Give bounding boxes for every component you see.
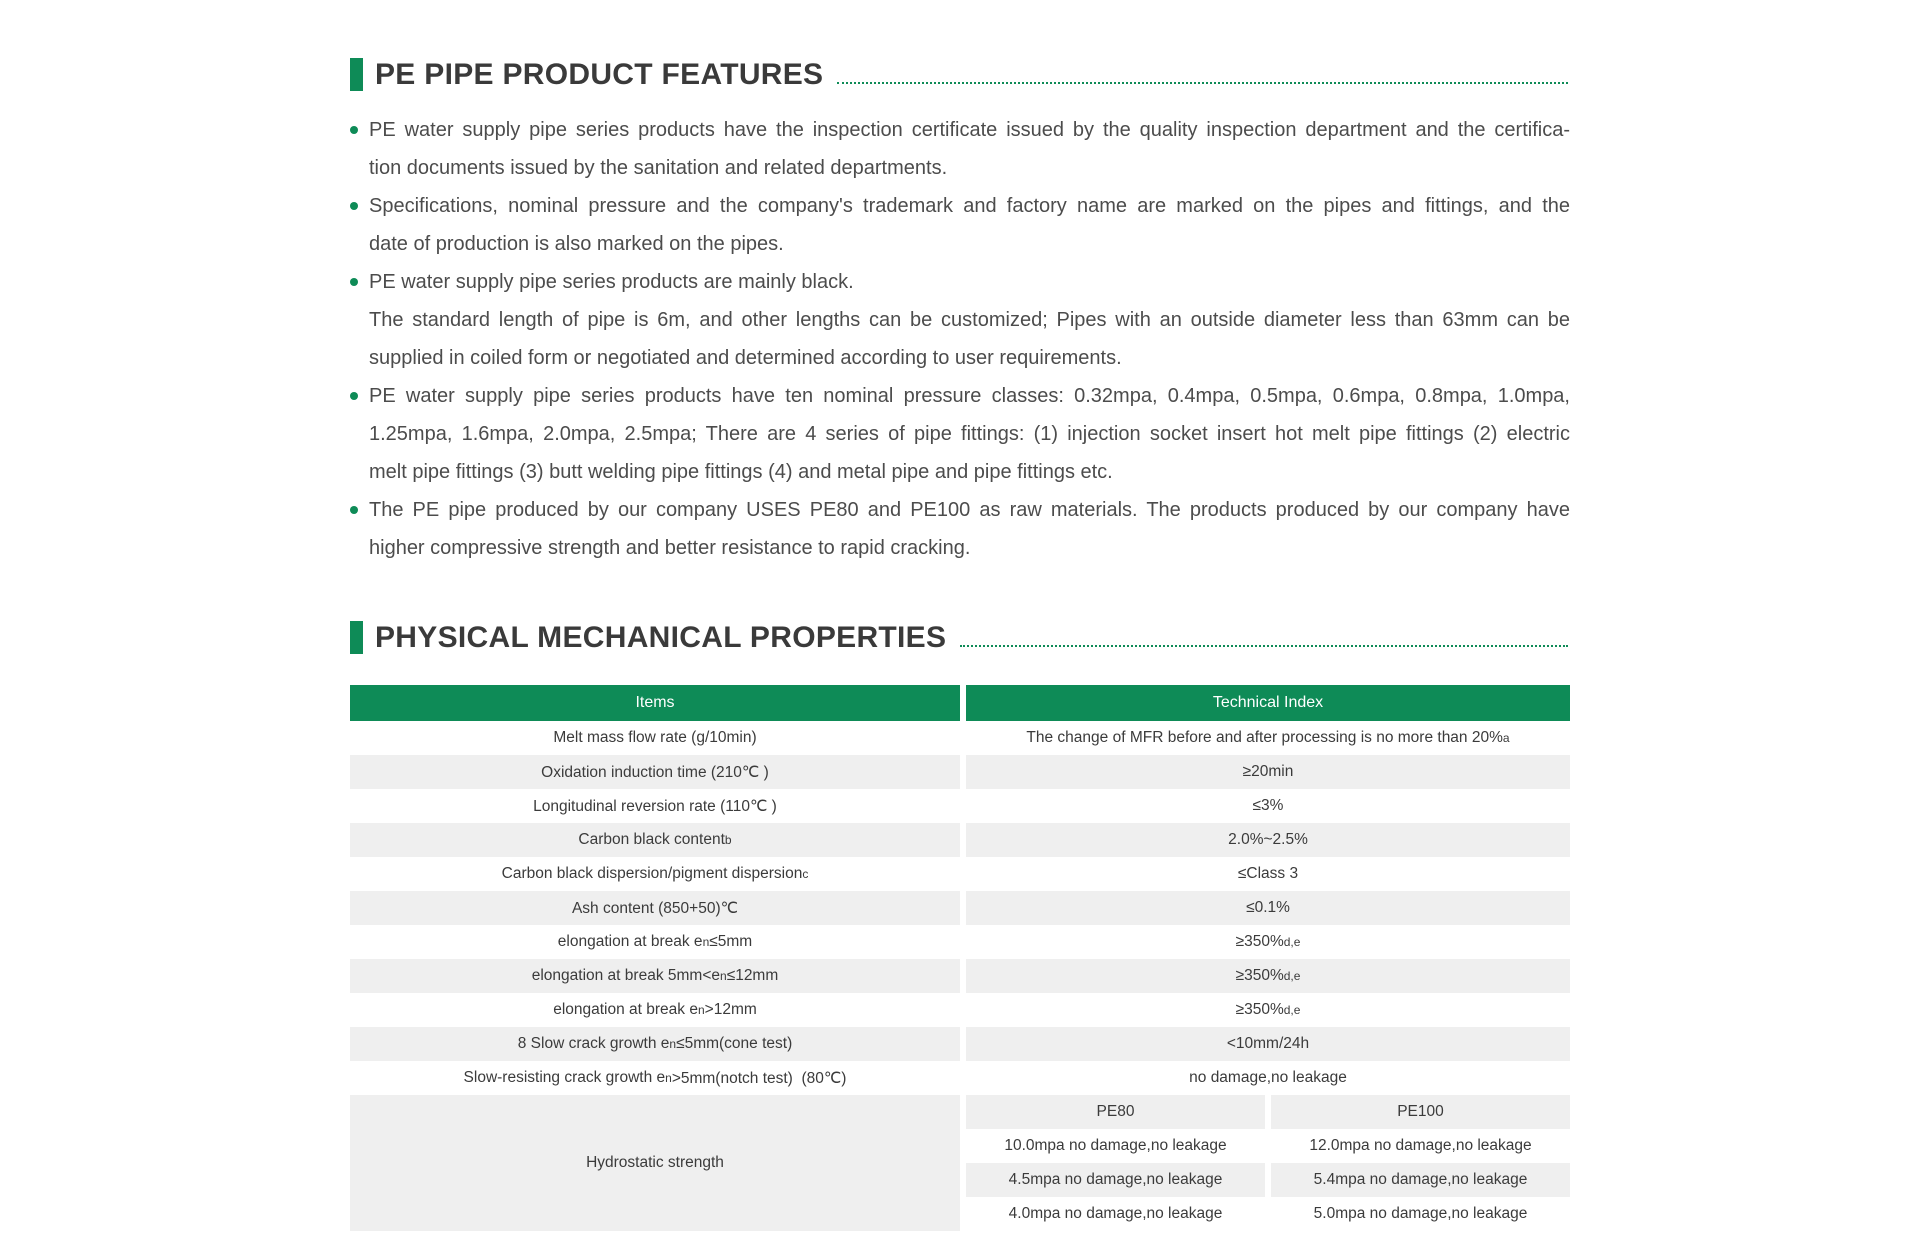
hydrostatic-item-cell: Hydrostatic strength — [350, 1095, 960, 1231]
dotted-rule — [960, 645, 1568, 647]
feature-text-line: 1.25mpa, 1.6mpa, 2.0mpa, 2.5mpa; There are 4 series of pipe fittings: (1) injection socket insert hot melt pipe fittings (2) electric — [369, 423, 1570, 445]
table-row — [350, 755, 1570, 789]
feature-bullet — [350, 187, 1570, 263]
feature-text-line: PE water supply pipe series products have ten nominal pressure classes: 0.32mpa, 0.4mpa, 0.5mpa, 0.6mpa, 0.8mpa, 1.0mpa, — [369, 385, 1570, 407]
section-marker-icon — [350, 621, 363, 654]
properties-section-header — [350, 621, 1570, 654]
table-header-row — [350, 685, 1570, 721]
item-cell: elongation at break e n ≤5mm — [350, 925, 960, 959]
dotted-rule — [837, 82, 1568, 84]
feature-text-line: supplied in coiled form or negotiated and determined according to user requirements. — [369, 347, 1122, 369]
item-cell: Longitudinal reversion rate (110℃ ) — [350, 789, 960, 823]
page-content — [350, 58, 1570, 1231]
table-row — [350, 925, 1570, 959]
feature-bullet — [350, 111, 1570, 187]
value-cell: ≥350% d,e — [966, 925, 1570, 959]
item-cell: Carbon black content b — [350, 823, 960, 857]
value-cell: ≥350% d,e — [966, 993, 1570, 1027]
value-cell: 4.5mpa no damage,no leakage — [966, 1163, 1265, 1197]
value-cell: ≥350% d,e — [966, 959, 1570, 993]
pe100-header-cell: PE100 — [1271, 1095, 1570, 1129]
table-row — [350, 993, 1570, 1027]
item-cell: Slow-resisting crack growth e n >5mm(notch test) (80℃) — [350, 1061, 960, 1095]
features-title: PE PIPE PRODUCT FEATURES — [375, 58, 824, 91]
value-cell: 2.0%~2.5% — [966, 823, 1570, 857]
section-marker-icon — [350, 58, 363, 91]
feature-text-line: The standard length of pipe is 6m, and other lengths can be customized; Pipes with an outside diameter less than 63mm can be — [369, 309, 1570, 331]
feature-text-line: melt pipe fittings (3) butt welding pipe fittings (4) and metal pipe and pipe fittings etc. — [369, 461, 1113, 483]
feature-text-line: PE water supply pipe series products are mainly black. — [369, 271, 854, 293]
value-cell: no damage,no leakage — [966, 1061, 1570, 1095]
feature-text-line: higher compressive strength and better resistance to rapid cracking. — [369, 537, 971, 559]
pe80-header-cell: PE80 — [966, 1095, 1265, 1129]
feature-text-line: tion documents issued by the sanitation and related departments. — [369, 157, 948, 179]
feature-bullet — [350, 491, 1570, 567]
hydrostatic-value-row — [966, 1163, 1570, 1197]
item-cell: Ash content (850+50)℃ — [350, 891, 960, 925]
hydrostatic-block — [350, 1095, 1570, 1231]
table-row — [350, 823, 1570, 857]
table-row — [350, 959, 1570, 993]
hydrostatic-value-row — [966, 1129, 1570, 1163]
value-cell: 4.0mpa no damage,no leakage — [966, 1197, 1265, 1231]
value-cell: ≤Class 3 — [966, 857, 1570, 891]
value-cell: ≤3% — [966, 789, 1570, 823]
table-row — [350, 857, 1570, 891]
table-row — [350, 721, 1570, 755]
feature-text-line: date of production is also marked on the pipes. — [369, 233, 784, 255]
items-column-header: Items — [350, 685, 960, 721]
item-cell: Oxidation induction time (210℃ ) — [350, 755, 960, 789]
value-cell: <10mm/24h — [966, 1027, 1570, 1061]
item-cell: elongation at break 5mm<e n ≤12mm — [350, 959, 960, 993]
properties-title: PHYSICAL MECHANICAL PROPERTIES — [375, 621, 947, 654]
hydrostatic-value-row — [966, 1197, 1570, 1231]
item-cell: Melt mass flow rate (g/10min) — [350, 721, 960, 755]
value-cell: 12.0mpa no damage,no leakage — [1271, 1129, 1570, 1163]
feature-bullet — [350, 377, 1570, 491]
item-cell: 8 Slow crack growth e n ≤5mm(cone test) — [350, 1027, 960, 1061]
value-cell: 5.0mpa no damage,no leakage — [1271, 1197, 1570, 1231]
feature-bullet — [350, 301, 1570, 377]
item-cell: Carbon black dispersion/pigment dispersion c — [350, 857, 960, 891]
table-row — [350, 1061, 1570, 1095]
properties-table — [350, 685, 1570, 1231]
features-section-header — [350, 58, 1570, 91]
hydrostatic-values — [966, 1095, 1570, 1231]
properties-section — [350, 621, 1570, 1231]
bullet-dot-icon — [350, 202, 358, 210]
bullet-dot-icon — [350, 126, 358, 134]
value-cell: The change of MFR before and after processing is no more than 20% a — [966, 721, 1570, 755]
value-cell: ≤0.1% — [966, 891, 1570, 925]
feature-text-line: PE water supply pipe series products have the inspection certificate issued by the quality inspection department and the certifica- — [369, 119, 1570, 141]
bullet-dot-icon — [350, 278, 358, 286]
item-cell: elongation at break e n >12mm — [350, 993, 960, 1027]
table-body — [350, 721, 1570, 1095]
table-row — [350, 789, 1570, 823]
bullet-dot-icon — [350, 506, 358, 514]
material-header-row — [966, 1095, 1570, 1129]
table-row — [350, 891, 1570, 925]
value-cell: ≥20min — [966, 755, 1570, 789]
features-section — [350, 58, 1570, 567]
feature-text-line: Specifications, nominal pressure and the company's trademark and factory name are marked on the pipes and fittings, and the — [369, 195, 1570, 217]
technical-index-column-header: Technical Index — [966, 685, 1570, 721]
feature-bullet — [350, 263, 1570, 301]
value-cell: 5.4mpa no damage,no leakage — [1271, 1163, 1570, 1197]
value-cell: 10.0mpa no damage,no leakage — [966, 1129, 1265, 1163]
bullet-dot-icon — [350, 392, 358, 400]
table-row — [350, 1027, 1570, 1061]
features-bullet-list — [350, 111, 1570, 567]
feature-text-line: The PE pipe produced by our company USES PE80 and PE100 as raw materials. The products produced by our company have — [369, 499, 1570, 521]
